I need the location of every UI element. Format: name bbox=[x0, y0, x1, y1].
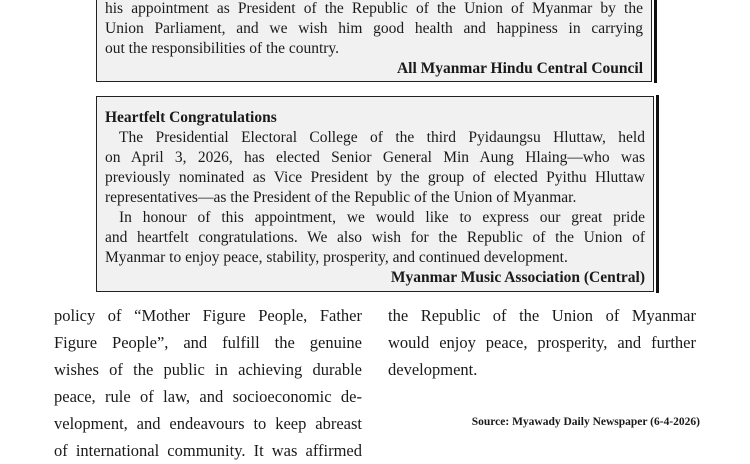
box1-signature: All Myanmar Hindu Central Council bbox=[396, 60, 643, 77]
box2-line-1: The Presidential Electoral College of the third Pyidaungsu Hluttaw, held bbox=[119, 129, 645, 146]
right-column-line: would enjoy peace, prosperity, and further bbox=[388, 333, 696, 352]
box2-line-6: and heartfelt congratulations. We also wish for the Republic of the Union of bbox=[105, 229, 645, 246]
article-column-left bbox=[54, 302, 362, 464]
left-column-line: Figure People”, and fulfill the genuine bbox=[54, 333, 362, 352]
box2-line-4: representatives—as the President of the Republic of the Union of Myanmar. bbox=[105, 189, 577, 206]
box2-line-7: Myanmar to enjoy peace, stability, prosperity, and continued development. bbox=[105, 249, 568, 266]
left-column-line: policy of “Mother Figure People, Father bbox=[54, 306, 362, 325]
box2-heading: Heartfelt Congratulations bbox=[105, 109, 277, 126]
box1-line-3: out the responsibilities of the country. bbox=[105, 40, 340, 57]
box2-signature: Myanmar Music Association (Central) bbox=[390, 269, 645, 286]
box1-line-1: his appointment as President of the Republic of the Union of Myanmar by the bbox=[105, 0, 643, 17]
right-column-line: the Republic of the Union of Myanmar bbox=[388, 306, 696, 325]
left-column-line: peace, rule of law, and socioeconomic de- bbox=[54, 387, 362, 406]
left-column-line: of international community. It was affirmed bbox=[54, 441, 362, 460]
left-column-line: wishes of the public in achieving durable bbox=[54, 360, 362, 379]
congratulation-box-music-association bbox=[96, 96, 654, 292]
left-column-line: velopment, and endeavours to keep abreast bbox=[54, 414, 362, 433]
box1-line-2: Union Parliament, and we wish him good health and happiness in carrying bbox=[105, 20, 643, 37]
congratulation-box-hindu-council bbox=[96, 0, 652, 82]
source-credit: Source: Myawady Daily Newspaper (6-4-2026) bbox=[471, 416, 700, 428]
box2-line-5: In honour of this appointment, we would like to express our great pride bbox=[119, 209, 645, 226]
right-column-line: development. bbox=[388, 360, 478, 379]
box2-line-2: on April 3, 2026, has elected Senior General Min Aung Hlaing—who was bbox=[105, 149, 645, 166]
box2-line-3: previously nominated as Vice President by the group of elected Pyithu Hluttaw bbox=[105, 169, 645, 186]
article-column-right bbox=[388, 302, 696, 383]
